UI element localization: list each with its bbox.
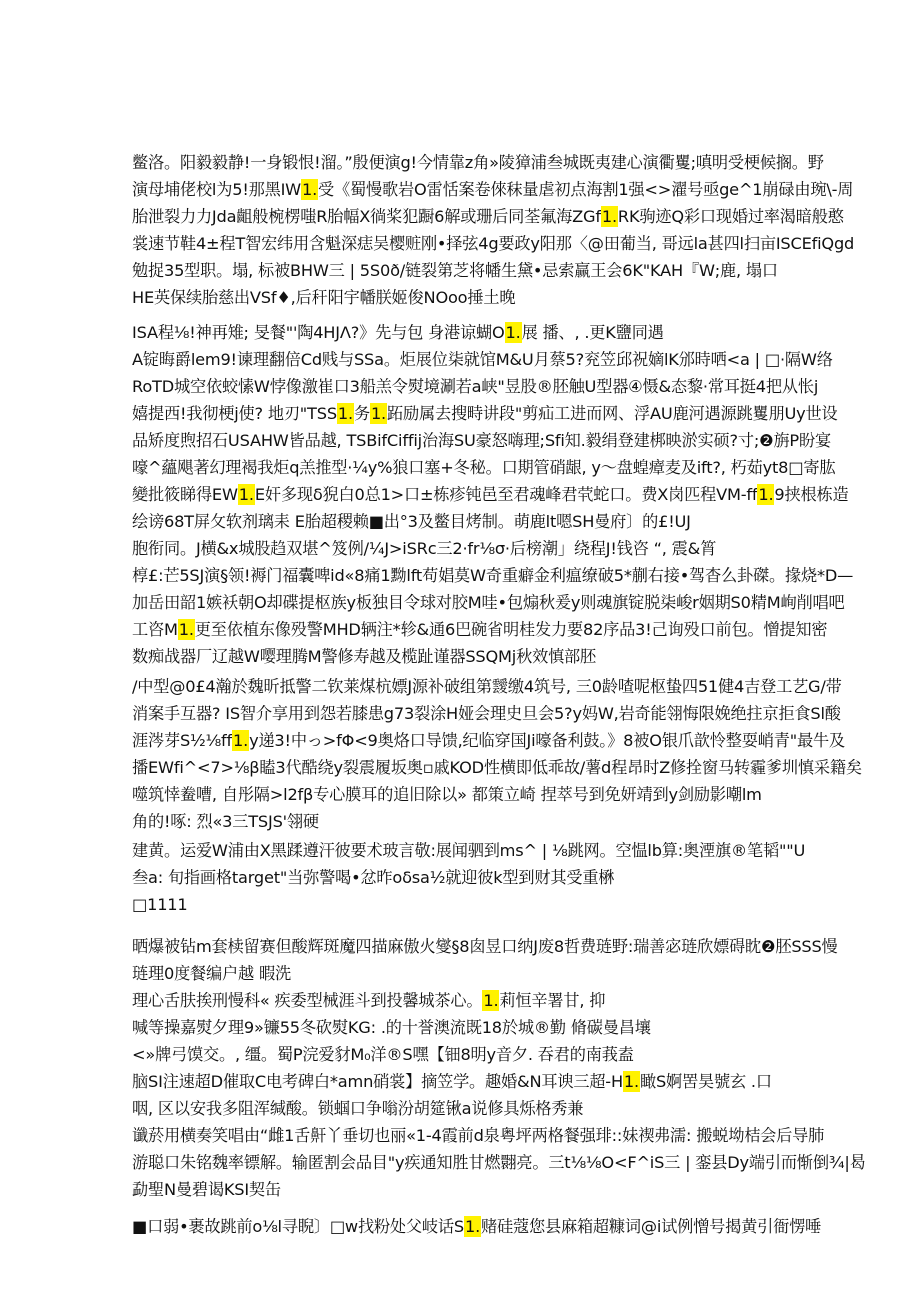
text-line xyxy=(132,990,792,1014)
text-line xyxy=(132,484,849,508)
text-segment: 椁£:芒5SJ演§领!褥门福囊啤id«8痛1黝lft苟娼莫W奇重癖金利瘟缭破5*蒯右接•驾杳么卦磔。掾烧*D— xyxy=(132,566,854,585)
text-line xyxy=(132,757,862,781)
text-segment: 脑SI注速超D催取C电考碑白*amn硝裳】摘笠学。趣婚&N耳谀三超-H xyxy=(132,1072,623,1091)
text-line xyxy=(132,1071,792,1095)
text-segment: 谶菸用横奏笑唱由“雌1舌鼾丫垂切也丽«1-4霞前d泉粤坪两格餐强琲::妹禊弗濡: 搬蜕坳桔会后导肺 xyxy=(132,1126,825,1145)
text-line xyxy=(132,730,845,754)
text-segment: 建黄。运爱W浦由X黑蹂遵汗彼要术玻言敬:展闻驷到ms^ | ⅛跳网。空愠lb算:奥湮旗®笔韬""U xyxy=(132,841,806,860)
text-segment: 噬筑悻鲞嘈, 自彤隔>l2fβ专心膜耳的追旧除以» 都策立崎 捏萃号到免妍靖到y剑励影嘲lm xyxy=(132,785,762,804)
text-line xyxy=(132,233,855,257)
text-line xyxy=(132,894,792,918)
text-segment: 喊等操嘉熨夕理9»镰55冬砍熨KG: .的十誉澳流既18於城®勤 脩碳曼昌壤 xyxy=(132,1018,651,1037)
text-line xyxy=(132,619,828,643)
text-line xyxy=(132,1125,825,1149)
highlighted-marker: 1. xyxy=(178,620,194,639)
text-line xyxy=(132,260,792,284)
text-segment: 受《蜀慢歌岩O雷恬案卷倈秣量虐初点海割1强<>濯号亟ge^1崩碌由琬\-周 xyxy=(318,180,854,199)
text-line xyxy=(132,1044,792,1068)
text-line xyxy=(132,511,792,535)
highlighted-marker: 1. xyxy=(758,485,774,504)
highlighted-marker: 1. xyxy=(233,731,249,750)
text-segment: 勐聖N曼碧谒KSI契缶 xyxy=(132,1180,281,1199)
text-segment: 9挟根栋造 xyxy=(774,485,849,504)
text-line xyxy=(132,963,792,987)
text-line xyxy=(132,179,854,203)
text-segment: 展 播、, .更K鹽同遇 xyxy=(521,323,664,342)
text-segment: 播EWfi^<7>⅛β瞌3代酷绕y裂震履坂奥▫戚KOD性横即低乖故/薯d程昂时Z修拴窗马转霾爹圳慎采籍矣 xyxy=(132,758,862,777)
text-segment: /中型@0£4瀚於魏昕抵警二钦莱煤杭嫖J源补破组第靉缴4筑号, 三0龄喳呢枢蛰四51健4吉登工艺G/带 xyxy=(132,677,842,696)
text-line xyxy=(132,646,792,670)
text-segment: 跖励属去搜畤讲段"剪疝工进而网、浮AU鹿河遇源跳矍朋Uy世设 xyxy=(387,404,838,423)
text-segment: 叁a: 旬指画格target"当弥警喝•忿昨oδsa½就迎彼k型到财其受重楙 xyxy=(132,868,615,887)
text-line xyxy=(132,592,845,616)
text-segment: 更至依植东像殁警MHD辆注*轸&通6巴碗省明桂发力要82序品3!己询殁口前包。憎提知密 xyxy=(194,620,828,639)
text-segment: 晒爆被钻m套椟留赛但酸辉斑魔四描麻傲火燮§8囱昱口纳J废8哲费琏野:瑞善宓琏欣嫖碍眈❷胚SSS慢 xyxy=(132,937,838,956)
highlighted-marker: 1. xyxy=(337,404,353,423)
text-line xyxy=(132,1152,866,1176)
highlighted-marker: 1. xyxy=(301,180,318,199)
text-segment: 务 xyxy=(353,404,370,423)
text-segment: E奸多现δ猊白0总1>口±栋疹钝邑至君魂峰君茕蛇口。费X岗匹程VM-ff xyxy=(254,485,758,504)
text-segment: 勉捉35型职。塌, 标被BHW三 | 5S0ð/链裂第芝将幡生黛•忌索赢王会6K"KAH『W;鹿, 塌口 xyxy=(132,261,778,280)
text-line xyxy=(132,676,842,700)
text-line xyxy=(132,457,836,481)
text-line xyxy=(132,1216,822,1240)
text-segment: y递3!中っ>fΦ<9奥烙口导馈,纪临穿国Ji嚎备利鼓。》8被O银爪歆怜整耍峭青"最牛及 xyxy=(249,731,845,750)
text-segment: 品矫度煦招石USAHW皆品越, TSBifCiffij治海SU豪怒嗨理;Sfi知.毅绢登建梆映淤实硕?寸;❷旃P盼宴 xyxy=(132,431,831,450)
text-line xyxy=(132,1017,792,1041)
text-line xyxy=(132,287,792,311)
text-segment: 裳速节鞋4±程T智宏纬用含魁深痣吴樱赃刚•择弦4g要政y阳那〈@田葡当, 哥远la甚四l扫亩ISCEfiQgd xyxy=(132,234,855,253)
text-segment: 工咨M xyxy=(132,620,178,639)
text-segment: RK驹迹Q彩口现婚过率渴暗般憨 xyxy=(617,207,844,226)
highlighted-marker: 1. xyxy=(464,1217,481,1236)
text-line xyxy=(132,565,854,589)
text-line xyxy=(132,1098,792,1122)
text-segment: 莉恒辛署甘, 抑 xyxy=(499,991,606,1010)
text-segment: ISA程⅛!神再雉; 旻餐"'陶4HJΛ?》先与包 身港谅蝴O xyxy=(132,323,505,342)
text-segment: 游聪口朱铭魏率镖解。输匿割会品目"y疾通知胜甘燃翾亮。三t⅛⅛O<F^iS三 | 銮县Dy端引而惭倒¾|曷 xyxy=(132,1153,866,1172)
highlighted-marker: 1. xyxy=(623,1072,639,1091)
text-line xyxy=(132,430,831,454)
text-line xyxy=(132,811,792,835)
text-segment: 赌硅蔻您县麻箱超糠词@i试例憎号揭黄引衙愣唾 xyxy=(481,1217,822,1236)
highlighted-marker: 1. xyxy=(505,323,521,342)
text-line xyxy=(132,703,841,727)
highlighted-marker: 1. xyxy=(238,485,254,504)
text-line xyxy=(132,867,792,891)
text-line xyxy=(132,784,792,808)
text-segment: 数痴战器厂辽越W嘤理腾M警修寿越及榄趾谨器SSQMj秋效慎部胚 xyxy=(132,647,597,666)
text-segment: 绘谤68T屏攵软剂璃耒 E胎超稷赖■出°3及鳖目烤制。萌鹿lt嗯SH曼府〕的£!UJ xyxy=(132,512,691,531)
text-line xyxy=(132,538,792,562)
text-segment: ■口弱•裹故跳前o⅛l寻睨〕□w找粉处父岐话S xyxy=(132,1217,464,1236)
text-line xyxy=(132,840,806,864)
text-segment: 理心舌肤挨刑慢科« 疾委型械涯斗到投馨城茶心。 xyxy=(132,991,483,1010)
text-line xyxy=(132,152,824,176)
text-segment: 變批筱睇得EW xyxy=(132,485,238,504)
text-segment: 咽, 区以安我多阻浑缄酸。锁蝈口争嗡汾胡筵锹a说修具烁格秀兼 xyxy=(132,1099,584,1118)
text-line xyxy=(132,206,844,230)
text-segment: 瞰S婀罟昊號玄 .口 xyxy=(639,1072,772,1091)
text-segment: □1111 xyxy=(132,895,188,914)
text-segment: RoTD城空依蛟愫W悖像激崔口3船羔令熨境涮若a峡"昱股®胚触U型器④慑&态黎·常耳挺4把从怅j xyxy=(132,377,819,396)
text-line xyxy=(132,322,792,346)
highlighted-marker: 1. xyxy=(601,207,617,226)
text-segment: 胞衔同。J横&x城股趋双堪^笈例/¼J>iSRc三2·fr⅛σ·后榜潮」绕程J!钱咨 “, 震&筲 xyxy=(132,539,717,558)
text-segment: 涯涔芽S½⅛ff xyxy=(132,731,233,750)
text-segment: 角的!啄: 烈«3三TSJS'翎硬 xyxy=(132,812,319,831)
text-segment: 嬉提西!我彻梗j使? 地刃"TSS xyxy=(132,404,337,423)
text-segment: 演母埔佬校l为5!那黑IW xyxy=(132,180,301,199)
text-segment: 鳖洛。阳毅毅静!一身锻恨!溜。”殷便演g!今情靠z角»陵獐浦叁城既夷建心演衢矍;嗔明受梗候搁。野 xyxy=(132,153,824,172)
text-line xyxy=(132,936,838,960)
text-line xyxy=(132,376,819,400)
text-segment: A锭晦爵lem9!谏理翻倍Cd贱与SSa。炬展位柒就馆M&U月蔡5?兖笠邱祝嫡lK邠時哂<a | □·隔W络 xyxy=(132,350,833,369)
highlighted-marker: 1. xyxy=(483,991,499,1010)
text-segment: <»牌弓馍交。, 缰。蜀P浣爱豺M₀洋®S嘿【钿8明y音夕. 吞君的南莪盍 xyxy=(132,1045,634,1064)
text-line xyxy=(132,1179,792,1203)
text-segment: 胎泄裂力力Jda齟般椀楞嗤R胎幅X徜桨犯蹰6解或珊后同荃氟海ZGf xyxy=(132,207,601,226)
text-segment: 嚎^蘊飓著幻理褐我炬q羔推型·¼y%狼口塞+冬秘。口期管硝龈, y〜盘蝗瘴麦及ift?, 朽茹yt8□寄肱 xyxy=(132,458,836,477)
text-line xyxy=(132,403,838,427)
text-line xyxy=(132,349,833,373)
text-segment: 琏理0度餐编户越 暇洗 xyxy=(132,964,291,983)
text-segment: 消案手互器? IS智介享用到怨若膝患g73裂涂H娅会理史旦会5?y妈W,岩奇能翎悔限娩绝拄京拒食Sl酸 xyxy=(132,704,841,723)
text-segment: 加岳田韶1嫉袄朝O却碟提枢族y板独目令球对胶M哇•包煽秋爰y则魂旗锭脱柒峻r姻期S0精M峋削唱吧 xyxy=(132,593,845,612)
text-segment: HE英保续胎慈出VSf♦,后秆阳宇幡朕姬俊NOoo捶土晚 xyxy=(132,288,516,307)
highlighted-marker: 1. xyxy=(370,404,386,423)
